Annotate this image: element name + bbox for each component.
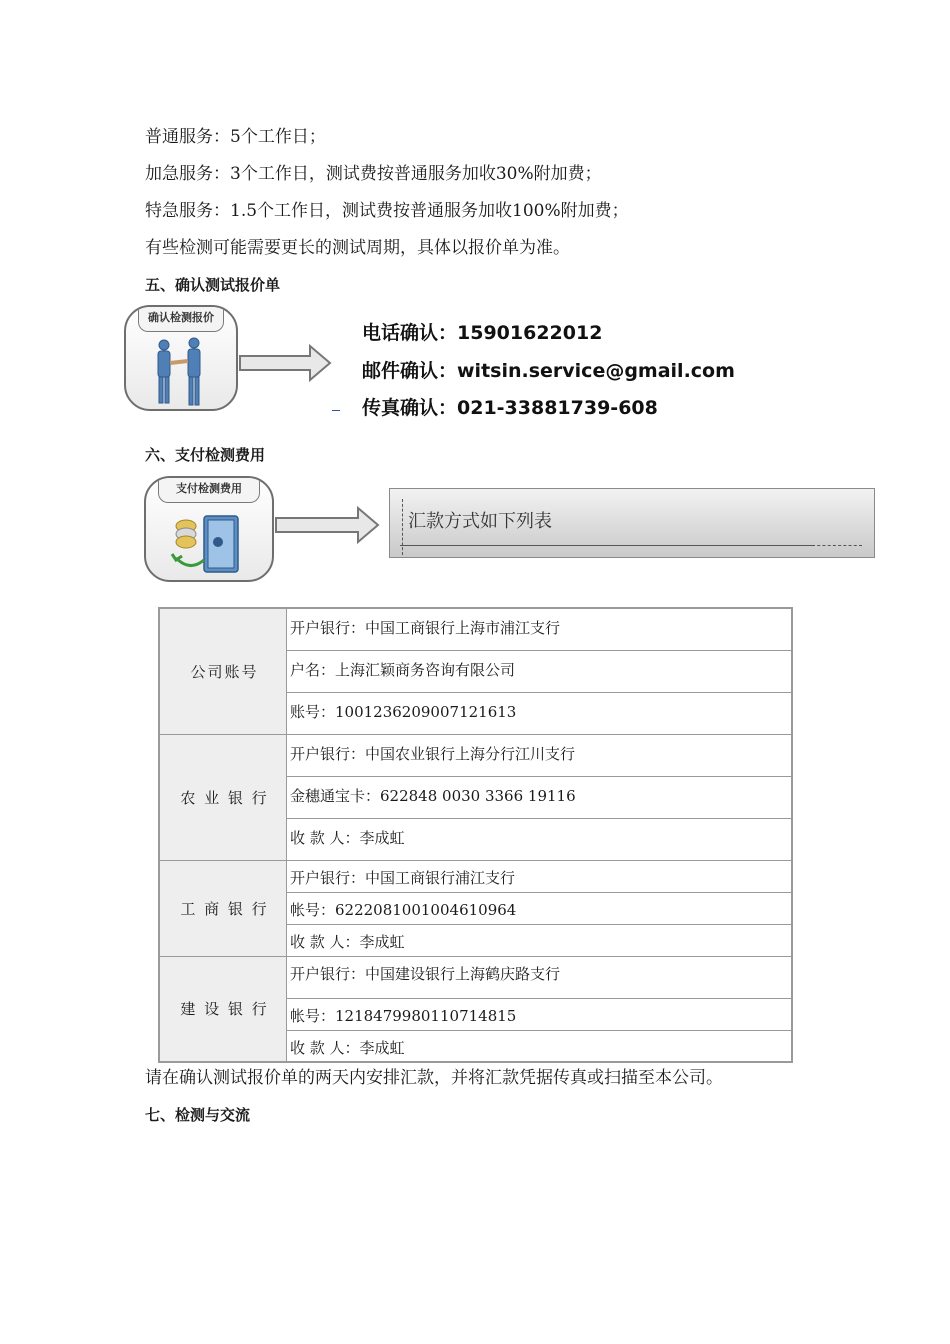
table-cell: 帐号：6222081001004610964: [287, 892, 793, 924]
table-cell: 开户银行：中国工商银行上海市浦江支行: [287, 608, 793, 650]
table-cell: 收 款 人：李成虹: [287, 818, 793, 860]
table-cell: 收 款 人：李成虹: [287, 1030, 793, 1062]
handshake-icon: [126, 331, 236, 411]
table-row: [159, 734, 792, 776]
table-row: [159, 956, 792, 998]
service-express: 特急服务：1.5个工作日，测试费按普通服务加收100%附加费；: [145, 201, 629, 221]
payment-note: 请在确认测试报价单的两天内安排汇款，并将汇款凭据传真或扫描至本公司。: [145, 1068, 723, 1088]
section-7-heading: 七、检测与交流: [145, 1106, 251, 1124]
service-note: 有些检测可能需要更长的测试周期，具体以报价单为准。: [145, 238, 570, 258]
table-cell: 帐号：1218479980110714815: [287, 998, 793, 1030]
confirm-quote-badge: [124, 305, 238, 411]
banner-underline: [400, 545, 812, 546]
service-urgent: 加急服务：3个工作日，测试费按普通服务加收30%附加费；: [145, 164, 602, 184]
underline-mark: [332, 410, 340, 411]
table-cell: 开户银行：中国工商银行浦江支行: [287, 860, 793, 892]
fax-confirm: 传真确认：021-33881739-608: [362, 397, 658, 419]
service-normal: 普通服务：5个工作日；: [145, 127, 326, 147]
table-cell: 开户银行：中国建设银行上海鹤庆路支行: [287, 956, 793, 998]
banner-marker: [402, 499, 403, 555]
safe-coins-icon: [146, 502, 272, 582]
email-confirm: 邮件确认：witsin.service@gmail.com: [362, 360, 735, 382]
table-row: [159, 608, 792, 650]
bank-name-icbc: 工 商 银 行: [159, 860, 287, 956]
badge-caption: 确认检测报价: [138, 307, 224, 332]
bank-name-abc: 农 业 银 行: [159, 734, 287, 860]
table-cell: 金穗通宝卡：622848 0030 3366 19116: [287, 776, 793, 818]
remittance-banner: [389, 488, 875, 558]
table-cell: 收 款 人：李成虹: [287, 924, 793, 956]
table-cell: 账号：1001236209007121613: [287, 692, 793, 734]
bank-name-company: 公司账号: [159, 608, 287, 734]
table-cell: 开户银行：中国农业银行上海分行江川支行: [287, 734, 793, 776]
pay-fee-badge: [144, 476, 274, 582]
banner-dash: [812, 545, 862, 546]
section-6-heading: 六、支付检测费用: [145, 446, 266, 464]
arrow-right-icon: [274, 505, 382, 545]
remittance-banner-text: 汇款方式如下列表: [408, 511, 552, 532]
bank-account-table: [158, 607, 793, 1063]
phone-confirm: 电话确认：15901622012: [362, 322, 603, 344]
badge-caption: 支付检测费用: [158, 478, 260, 503]
section-5-heading: 五、确认测试报价单: [145, 276, 281, 294]
table-cell: 户名：上海汇颖商务咨询有限公司: [287, 650, 793, 692]
table-row: [159, 860, 792, 892]
bank-name-ccb: 建 设 银 行: [159, 956, 287, 1062]
arrow-right-icon: [238, 343, 334, 383]
